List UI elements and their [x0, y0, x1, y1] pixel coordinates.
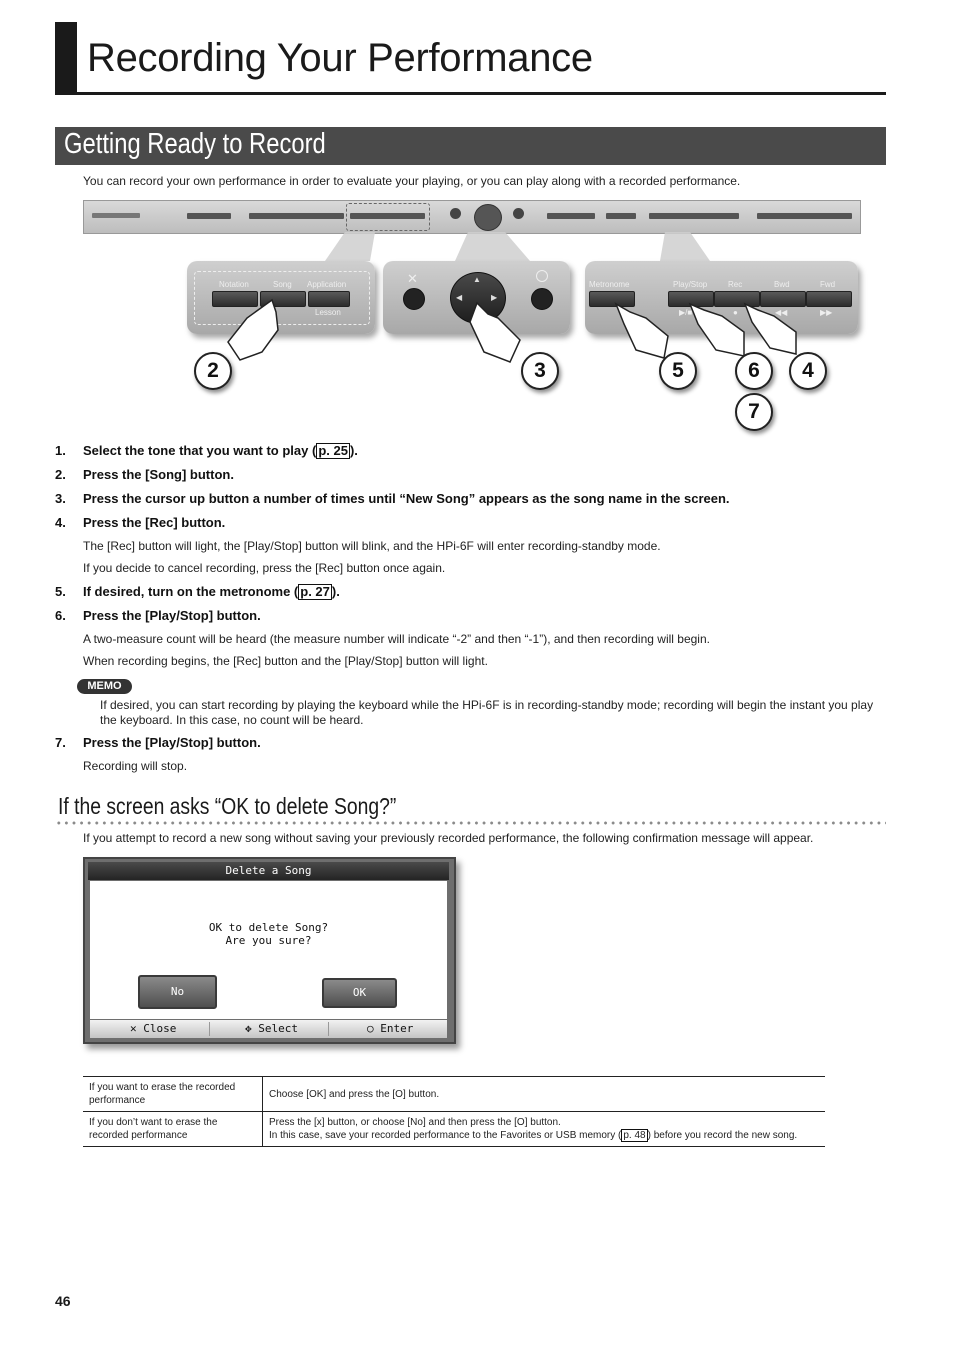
section-intro: You can record your own performance in order to evaluate your playing, or you can play along with a recorded performance. [83, 174, 741, 188]
bwd-label: Bwd [774, 280, 790, 289]
step-number: 1. [55, 443, 66, 458]
close-hint-label: Close [143, 1022, 177, 1035]
callout-2: 2 [194, 352, 232, 390]
page-ref-link[interactable]: p. 27 [300, 584, 330, 599]
step-7-text: Press the [Play/Stop] button. [83, 735, 261, 750]
action-text-part: ) before you record the new song. [647, 1130, 798, 1141]
delete-options-table [83, 1076, 825, 1147]
step-number: 7. [55, 735, 66, 750]
hand-icon [470, 303, 520, 362]
callout-3: 3 [521, 352, 559, 390]
footer-divider [209, 1022, 210, 1036]
page-ref-link[interactable]: p. 48 [623, 1130, 646, 1141]
rewind-icon: ◀◀ [775, 308, 788, 317]
dotted-divider [55, 820, 886, 826]
dialog-footer [90, 1020, 447, 1038]
step-4-desc: If you decide to cancel recording, press the [Rec] button once again. [83, 561, 446, 575]
callout-6: 6 [735, 352, 773, 390]
application-label: Application [307, 280, 347, 289]
fwd-label: Fwd [820, 280, 836, 289]
hand-icon [616, 304, 668, 358]
step-7-desc: Recording will stop. [83, 759, 188, 773]
play-stop-icon: ▶/■ [679, 308, 693, 317]
dialog-title-bar [88, 862, 449, 880]
close-hint[interactable] [130, 1022, 176, 1035]
hand-icon [228, 300, 278, 360]
cursor-arrows-icon: ✥ [245, 1022, 259, 1035]
hand-icon [690, 304, 744, 356]
enter-hint-label: Enter [380, 1022, 414, 1035]
hand-icon [745, 304, 796, 354]
table-cell-condition: If you don’t want to erase the recorded performance [83, 1112, 263, 1147]
dialog-message-line1: OK to delete Song? [208, 921, 329, 934]
step-4-desc: The [Rec] button will light, the [Play/Stop] button will blink, and the HPi-6F will enter recording-standby mode. [83, 539, 661, 553]
footer-divider [328, 1022, 329, 1036]
table-cell-condition: If you want to erase the recorded performance [83, 1077, 263, 1112]
rec-label: Rec [728, 280, 743, 289]
step-text-part: Select the tone that you want to play ( [83, 443, 317, 458]
select-hint[interactable] [245, 1022, 298, 1035]
page-title: Recording Your Performance [87, 36, 593, 80]
memo-text: If desired, you can start recording by playing the keyboard while the HPi-6F is in recording-standby mode; recording will begin the instant you play [100, 698, 874, 712]
action-line: Press the [x] button, or choose [No] and then press the [O] button. [269, 1117, 561, 1128]
rec-dot-icon: ● [733, 308, 738, 317]
dialog-body [90, 881, 447, 1019]
step-6-desc: When recording begins, the [Rec] button and the [Play/Stop] button will light. [83, 654, 488, 668]
step-text-part: ). [349, 443, 358, 458]
subsection-title: If the screen asks “OK to delete Song?” [58, 793, 397, 819]
step-number: 2. [55, 467, 66, 482]
action-line [269, 1129, 819, 1142]
close-x-icon: ✕ [130, 1022, 144, 1035]
callout-5: 5 [659, 352, 697, 390]
dialog-title: Delete a Song [225, 864, 312, 877]
step-number: 6. [55, 608, 66, 623]
step-4-text: Press the [Rec] button. [83, 515, 226, 530]
step-text-part: ). [331, 584, 340, 599]
pointing-hand-icons [0, 0, 954, 400]
no-button[interactable]: No [138, 975, 217, 1009]
enter-hint[interactable] [367, 1022, 413, 1035]
ok-button[interactable]: OK [322, 978, 397, 1008]
song-label: Song [273, 280, 292, 289]
page-ref-link[interactable]: p. 25 [318, 443, 348, 458]
action-text-part: In this case, save your recorded performance to the Favorites or USB memory ( [269, 1130, 622, 1141]
step-6-desc: A two-measure count will be heard (the measure number will indicate “-2” and then “-1”), and then recording will begin. [83, 632, 710, 646]
lesson-label: Lesson [315, 308, 341, 317]
step-number: 3. [55, 491, 66, 506]
step-text-part: If desired, turn on the metronome ( [83, 584, 299, 599]
select-hint-label: Select [258, 1022, 298, 1035]
table-row [83, 1077, 825, 1112]
table-cell-action: Choose [OK] and press the [O] button. [263, 1077, 826, 1112]
subsection-intro: If you attempt to record a new song without saving your previously recorded performance, the following confirmation message will appear. [83, 831, 814, 845]
metronome-label: Metronome [589, 280, 630, 289]
step-6-text: Press the [Play/Stop] button. [83, 608, 261, 623]
step-1-text [83, 443, 358, 459]
step-3-text: Press the cursor up button a number of times until “New Song” appears as the song name in the screen. [83, 491, 730, 506]
memo-text: the keyboard. In this case, no count will be heard. [100, 713, 364, 727]
callout-4: 4 [789, 352, 827, 390]
fast-forward-icon: ▶▶ [820, 308, 833, 317]
delete-song-dialog [83, 857, 456, 1044]
step-number: 4. [55, 515, 66, 530]
step-number: 5. [55, 584, 66, 599]
page-number: 46 [55, 1293, 71, 1309]
step-5-text [83, 584, 340, 600]
play-stop-label: Play/Stop [673, 280, 708, 289]
step-2-text: Press the [Song] button. [83, 467, 234, 482]
table-row [83, 1112, 825, 1147]
enter-circle-icon: ○ [367, 1022, 381, 1035]
close-x-icon: ✕ [407, 271, 418, 286]
cursor-dial-icon: ▲ ◀ ▶ [450, 272, 506, 324]
dialog-message-line2: Are you sure? [225, 934, 312, 947]
callout-7: 7 [735, 393, 773, 431]
table-cell-action [263, 1112, 826, 1147]
section-title: Getting Ready to Record [64, 128, 326, 160]
memo-badge: MEMO [77, 679, 132, 694]
notation-label: Notation [219, 280, 249, 289]
